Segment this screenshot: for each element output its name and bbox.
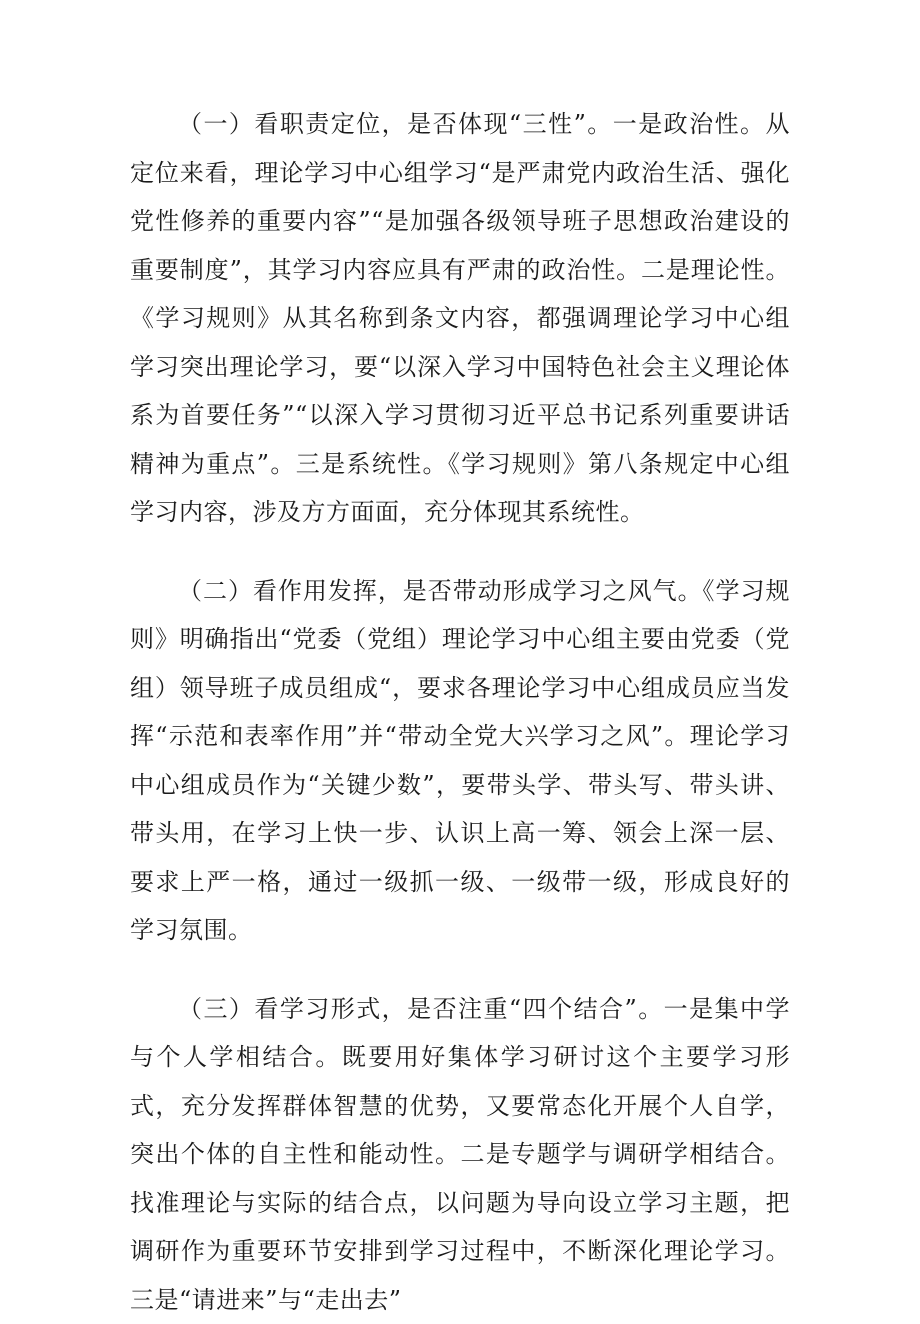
paragraph-3: （三）看学习形式，是否注重“四个结合”。一是集中学与个人学相结合。既要用好集体学习研讨这个主要学习形式，充分发挥群体智慧的优势，又要常态化开展个人自学，突出个体的自主性和能动性。二是专题学与调研学相结合。找准理论与实际的结合点，以问题为导向设立学习主题，把调研作为重要环节安排到学习过程中，不断深化理论学习。三是“请进来”与“走出去” bbox=[130, 985, 790, 1324]
paragraph-1: （一）看职责定位，是否体现“三性”。一是政治性。从定位来看，理论学习中心组学习“是严肃党内政治生活、强化党性修养的重要内容”“是加强各级领导班子思想政治建设的重要制度”，其学习内容应具有严肃的政治性。二是理论性。《学习规则》从其名称到条文内容，都强调理论学习中心组学习突出理论学习，要“以深入学习中国特色社会主义理论体系为首要任务”“以深入学习贯彻习近平总书记系列重要讲话精神为重点”。三是系统性。《学习规则》第八条规定中心组学习内容，涉及方方面面，充分体现其系统性。 bbox=[130, 100, 790, 537]
paragraph-2: （二）看作用发挥，是否带动形成学习之风气。《学习规则》明确指出“党委（党组）理论学习中心组主要由党委（党组）领导班子成员组成“，要求各理论学习中心组成员应当发挥“示范和表率作用”并“带动全党大兴学习之风”。理论学习中心组成员作为“关键少数”，要带头学、带头写、带头讲、带头用，在学习上快一步、认识上高一筹、领会上深一层、要求上严一格，通过一级抓一级、一级带一级，形成良好的学习氛围。 bbox=[130, 567, 790, 955]
